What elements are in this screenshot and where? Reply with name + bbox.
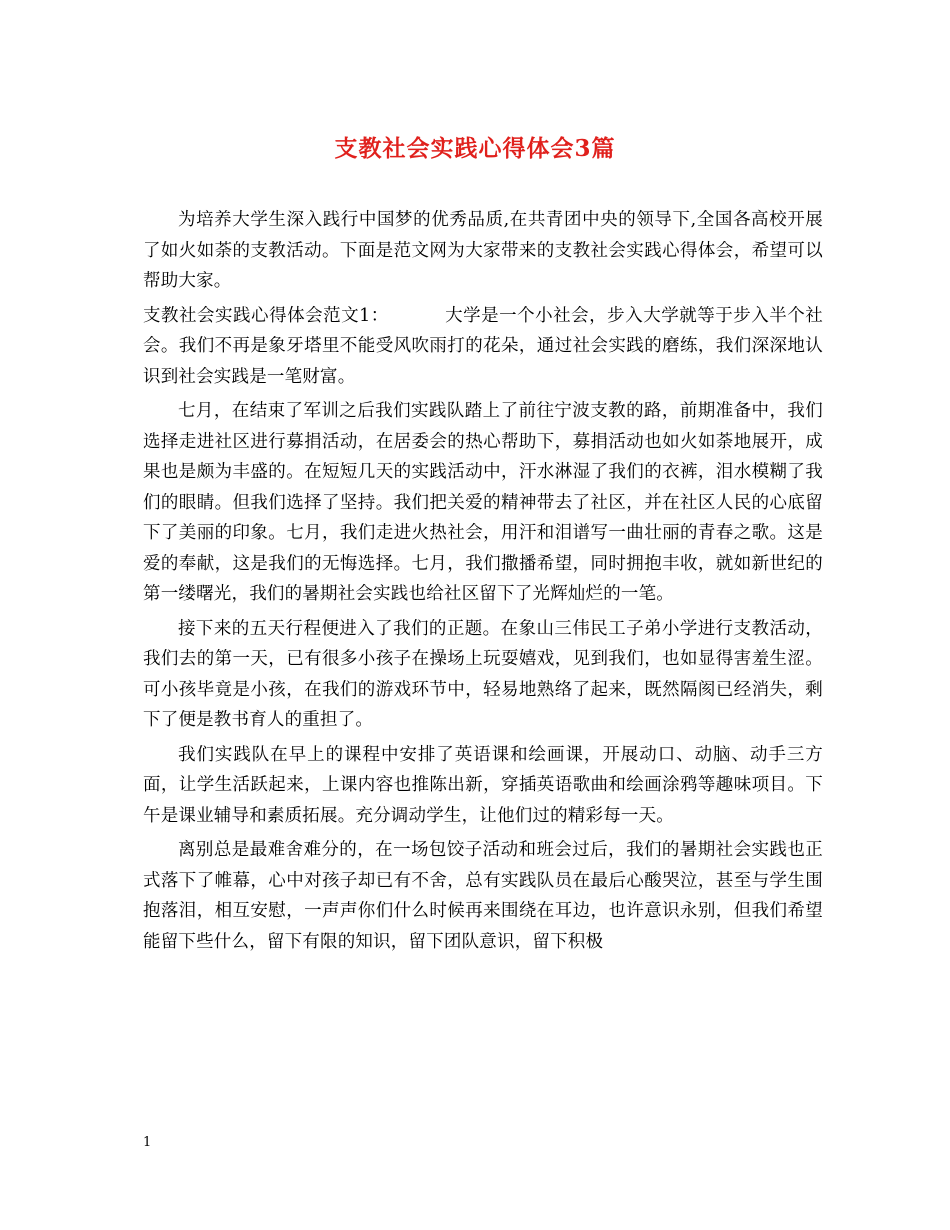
body-paragraph-farewell: 离别总是最难舍难分的，在一场包饺子活动和班会过后，我们的暑期社会实践也正式落下了帷幕，心中对孩子却已有不舍，总有实践队员在最后心酸哭泣，甚至与学生围抱落泪，相互安慰，一声声你们什么时候再来围绕在耳边，也许意识永别，但我们希望能留下些什么，留下有限的知识，留下团队意识，留下积极 (143, 840, 823, 952)
section-label: 支教社会实践心得体会范文1： (143, 305, 389, 326)
document-title: 支教社会实践心得体会3篇 (334, 135, 616, 162)
body-paragraph-july: 七月，在结束了军训之后我们实践队踏上了前往宁波支教的路，前期准备中，我们选择走进社区进行募捐活动，在居委会的热心帮助下，募捐活动也如火如荼地展开，成果也是颇为丰盛的。在短短几天的实践活动中，汗水淋湿了我们的衣裤，泪水模糊了我们的眼睛。但我们选择了坚持。我们把关爱的精神带去了社区，并在社区人民的心底留下了美丽的印象。七月，我们走进火热社会，用汗和泪谱写一曲壮丽的青春之歌。这是爱的奉献，这是我们的无悔选择。七月，我们撒播希望，同时拥抱丰收，就如新世纪的第一缕曙光，我们的暑期社会实践也给社区留下了光辉灿烂的一笔。 (143, 401, 823, 604)
section-text: 大学是一个小社会，步入大学就等于步入半个社会。我们不再是象牙塔里不能受风吹雨打的花朵，通过社会实践的磨练，我们深深地认识到社会实践是一笔财富。 (143, 305, 823, 387)
page-number: 1 (143, 1135, 152, 1150)
section-paragraph (143, 301, 823, 393)
intro-paragraph: 为培养大学生深入践行中国梦的优秀品质,在共青团中央的领导下,全国各高校开展了如火如荼的支教活动。下面是范文网为大家带来的支教社会实践心得体会，希望可以帮助大家。 (143, 210, 823, 291)
document-body (143, 205, 823, 961)
body-paragraph-schedule: 接下来的五天行程便进入了我们的正题。在象山三伟民工子弟小学进行支教活动，我们去的第一天，已有很多小孩子在操场上玩耍嬉戏，见到我们，也如显得害羞生涩。可小孩毕竟是小孩，在我们的游戏环节中，轻易地熟络了起来，既然隔阂已经消失，剩下了便是教书育人的重担了。 (143, 618, 823, 730)
body-paragraph-courses: 我们实践队在早上的课程中安排了英语课和绘画课，开展动口、动脑、动手三方面，让学生活跃起来，上课内容也推陈出新，穿插英语歌曲和绘画涂鸦等趣味项目。下午是课业辅导和素质拓展。充分调动学生，让他们过的精彩每一天。 (143, 744, 823, 826)
